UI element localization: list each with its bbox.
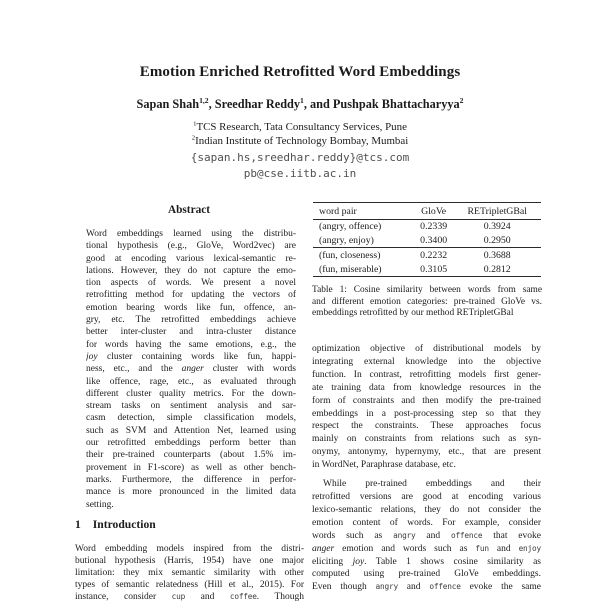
- text-line: their pre-trained counterparts (about 1.5% im-: [86, 450, 296, 461]
- text-line: respect the constraints. These approaches focus: [312, 421, 541, 432]
- table-cell: 0.3105: [414, 262, 454, 276]
- text-line: form of constraints and then modify the pre-trained: [312, 395, 541, 406]
- text-line: Word embeddings learned using the distribu-: [86, 229, 296, 239]
- text-line: stream tasks on sentiment analysis and sar-: [86, 401, 296, 412]
- table-cell: 0.2339: [420, 221, 448, 233]
- table-header-cell: word pair: [313, 203, 414, 220]
- text-line: lations. However, they do not capture the emo-: [86, 265, 296, 276]
- text-line: types of semantic relatedness (Hill et al., 2015). For: [75, 580, 304, 591]
- text-line: retrofitted versions are good at encoding various: [312, 491, 541, 502]
- text-line: for words having the same emotions, e.g., the: [86, 339, 296, 350]
- text-line: mainly on constraints from relations such as syn-: [312, 434, 541, 445]
- text-line: emotion bearing words like fun, offence, an-: [86, 302, 296, 313]
- abstract-paragraph: [86, 228, 296, 511]
- table-cell: 0.2232: [414, 248, 454, 262]
- body-paragraph-2: [312, 478, 541, 594]
- table-row: [313, 262, 541, 276]
- body-paragraph-1: [312, 343, 541, 472]
- authors-line: Sapan Shah$^{1,2}$, Sreedhar Reddy$^1$, and Pushpak Bhattacharyya$^2$: [136, 95, 464, 111]
- abstract-heading: Abstract: [167, 204, 211, 216]
- paper-title: Emotion Enriched Retrofitted Word Embeddings: [139, 64, 461, 80]
- text-line: computed using pre-trained GloVe embeddings.: [312, 569, 541, 580]
- text-line: words such as angry and offence that evoke: [312, 530, 541, 541]
- text-line: Table 1: Cosine similarity between words from same: [312, 285, 542, 295]
- text-line: Word embedding models inspired from the distri-: [75, 544, 304, 554]
- text-line: $^2$Indian Institute of Technology Bombay, Mumbai: [191, 134, 409, 147]
- text-line: such as SVM and Attention Net, learned using: [86, 425, 296, 436]
- text-line: eliciting joy. Table 1 shows cosine similarity as: [312, 556, 541, 567]
- text-line: different cluster quality metrics. For the down-: [86, 388, 296, 399]
- table-cell: 0.3400: [420, 235, 448, 247]
- text-line: lexico-semantic relations, they do not consider the: [312, 504, 541, 515]
- text-line: butional hypothesis (Harris, 1954) have one major: [75, 556, 304, 567]
- table-cell: (fun, closeness): [313, 248, 414, 262]
- table-cell: 0.3688: [453, 248, 541, 262]
- table-cell: (angry, enjoy): [319, 235, 374, 247]
- text-line: casm detection, simple classification models,: [86, 413, 296, 424]
- text-line: onymy, antonymy, hypernymy, etc., that are present: [312, 447, 541, 458]
- text-line: better inter-cluster and intra-cluster distance: [86, 327, 296, 338]
- emails-block: [0, 150, 600, 181]
- section-title: Introduction: [92, 518, 156, 531]
- right-column-body: [312, 343, 541, 594]
- table-row: [313, 248, 541, 262]
- table-row: [313, 233, 541, 247]
- text-line: marks. Furthermore, the difference in perfor-: [86, 474, 296, 485]
- text-line: {sapan.hs,sreedhar.reddy}@tcs.com: [190, 151, 410, 164]
- text-line: pb@cse.iitb.ac.in: [243, 166, 357, 180]
- table-cell: (angry, offence): [319, 221, 382, 233]
- table-caption: [312, 285, 542, 320]
- text-line: integrating external knowledge into the objective: [312, 356, 541, 367]
- text-line: tional hypothesis (e.g., GloVe, Word2vec) are: [86, 241, 296, 252]
- text-line: and different emotion categories: pre-trained GloVe vs.: [312, 296, 542, 307]
- text-line: optimization objective of distributional models by: [312, 344, 541, 354]
- section-number: 1: [75, 518, 81, 531]
- text-line: in WordNet, Paraphrase database, etc.: [312, 460, 456, 471]
- table-cell: 0.2950: [483, 235, 511, 247]
- text-line: limitation: they mix semantic similarity with other: [75, 568, 304, 579]
- text-line: mance is more pronounced in the limited data: [86, 487, 296, 498]
- text-line: embeddings in a post-processing step so that they: [312, 408, 541, 419]
- text-line: gry, etc. The retrofitted embeddings achieve: [86, 315, 296, 326]
- table-header-row: [313, 203, 541, 220]
- introduction-paragraph: [75, 543, 304, 603]
- text-line: good at encoding various lexical-semantic re-: [86, 253, 296, 264]
- table-row: [313, 219, 541, 233]
- text-line: While pre-trained embeddings and their: [323, 479, 541, 490]
- text-line: emotion content of words. For example, consider: [312, 517, 541, 528]
- table-cell: (fun, miserable): [313, 262, 414, 276]
- cosine-similarity-table: [313, 202, 541, 277]
- text-line: setting.: [86, 499, 114, 510]
- text-line: retrofitting method for updating the vectors of: [86, 290, 296, 301]
- text-line: ate training data from knowledge resources in the: [312, 382, 541, 393]
- text-line: anger emotion and words such as fun and enjoy: [312, 543, 541, 554]
- table-cell: 0.2812: [453, 262, 541, 276]
- text-line: $^1$TCS Research, Tata Consultancy Services, Pune: [193, 121, 407, 133]
- text-line: function. In contrast, retrofitting models first gener-: [312, 369, 541, 380]
- affiliations-block: [0, 121, 600, 149]
- text-line: provement in F1-score) as well as other bench-: [86, 462, 296, 473]
- section-heading-introduction: [75, 518, 303, 531]
- table-cell: 0.3924: [483, 221, 511, 233]
- text-line: ness, etc., and the anger cluster with words: [86, 364, 296, 375]
- text-line: Even though angry and offence evoke the same: [312, 582, 541, 593]
- text-line: tion aspects of words. We present a novel: [86, 278, 296, 289]
- text-line: joy cluster containing words like fun, happi-: [86, 351, 296, 362]
- text-line: like offence, rage, etc., as evaluated through: [86, 376, 296, 387]
- text-line: embeddings retrofitted by our method RETripletGBal: [312, 308, 514, 319]
- text-line: our retrofitted embeddings perform better than: [86, 438, 296, 449]
- text-line: instance, consider cup and coffee. Though: [75, 592, 304, 603]
- table-header-cell: GloVe: [414, 203, 454, 220]
- results-table: [313, 202, 541, 277]
- table-header-cell: RETripletGBal: [453, 203, 541, 220]
